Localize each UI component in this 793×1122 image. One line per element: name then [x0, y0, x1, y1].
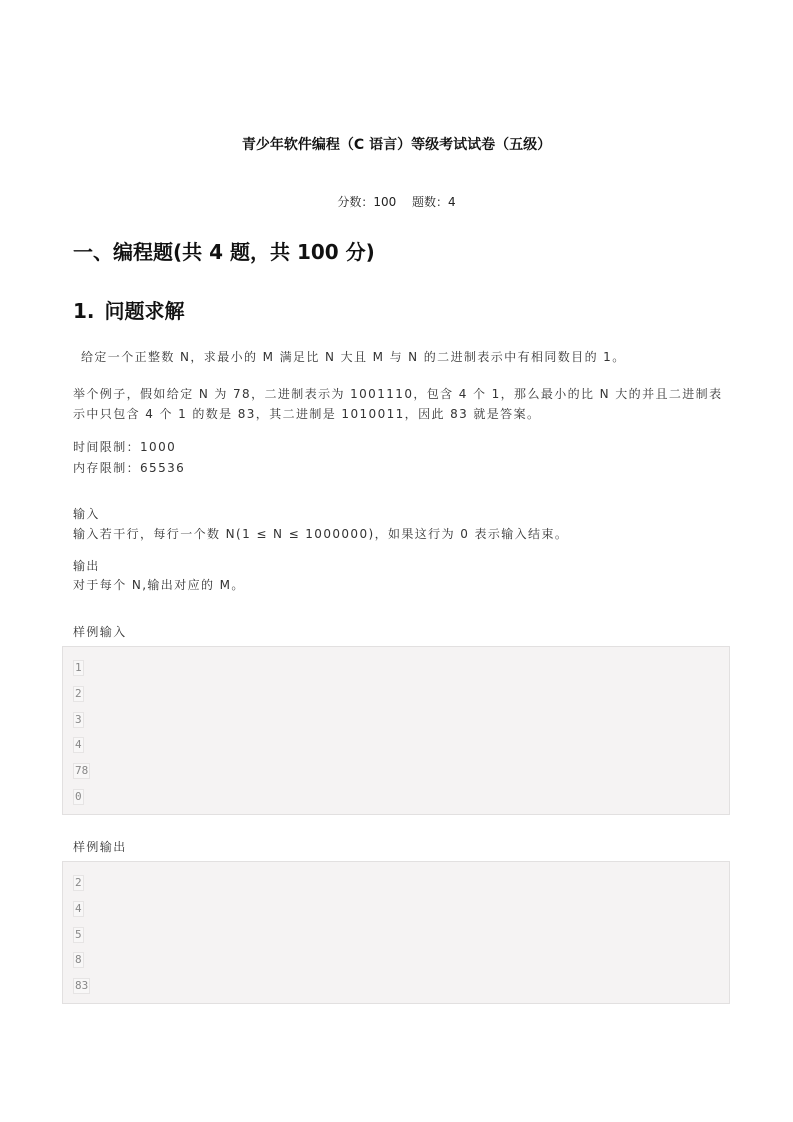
exam-title: 青少年软件编程（C 语言）等级考试试卷（五级） [241, 137, 552, 153]
output-description: 对于每个 N,输出对应的 M。 [73, 578, 245, 592]
code-line: 5 [75, 928, 82, 941]
code-line: 0 [75, 790, 82, 803]
sample-input-box [62, 646, 730, 815]
question-example: 举个例子，假如给定 N 为 78，二进制表示为 1001110，包含 4 个 1，那么最小的比 N 大的并且二进制表示中只包含 4 个 1 的数是 83，其二进制是 1010011，因此 83 就是答案。 [73, 387, 723, 421]
total-score: 分数：100 [337, 195, 397, 209]
sample-output-label: 样例输出 [73, 840, 127, 854]
code-line: 8 [75, 953, 82, 966]
output-label: 输出 [73, 559, 100, 573]
code-line: 1 [75, 661, 82, 674]
code-line: 4 [75, 902, 82, 915]
question-number: 1. [73, 299, 95, 323]
input-description: 输入若干行，每行一个数 N(1 ≤ N ≤ 1000000)，如果这行为 0 表示输入结束。 [73, 527, 569, 541]
input-label: 输入 [73, 507, 100, 521]
time-limit: 时间限制：1000 [73, 440, 177, 454]
code-line: 83 [75, 979, 89, 992]
sample-input-label: 样例输入 [73, 625, 127, 639]
code-line: 3 [75, 713, 82, 726]
question-count: 题数：4 [412, 195, 456, 209]
question-heading [73, 295, 185, 324]
question-description: 给定一个正整数 N，求最小的 M 满足比 N 大且 M 与 N 的二进制表示中有相同数目的 1。 [81, 350, 626, 364]
code-line: 4 [75, 738, 82, 751]
question-title: 问题求解 [104, 299, 185, 323]
exam-meta [0, 193, 793, 210]
section-heading: 一、编程题(共 4 题，共 100 分) [73, 240, 375, 264]
memory-limit: 内存限制：65536 [73, 461, 186, 475]
code-line: 78 [75, 764, 89, 777]
sample-output-box [62, 861, 730, 1004]
code-line: 2 [75, 687, 82, 700]
code-line: 2 [75, 876, 82, 889]
